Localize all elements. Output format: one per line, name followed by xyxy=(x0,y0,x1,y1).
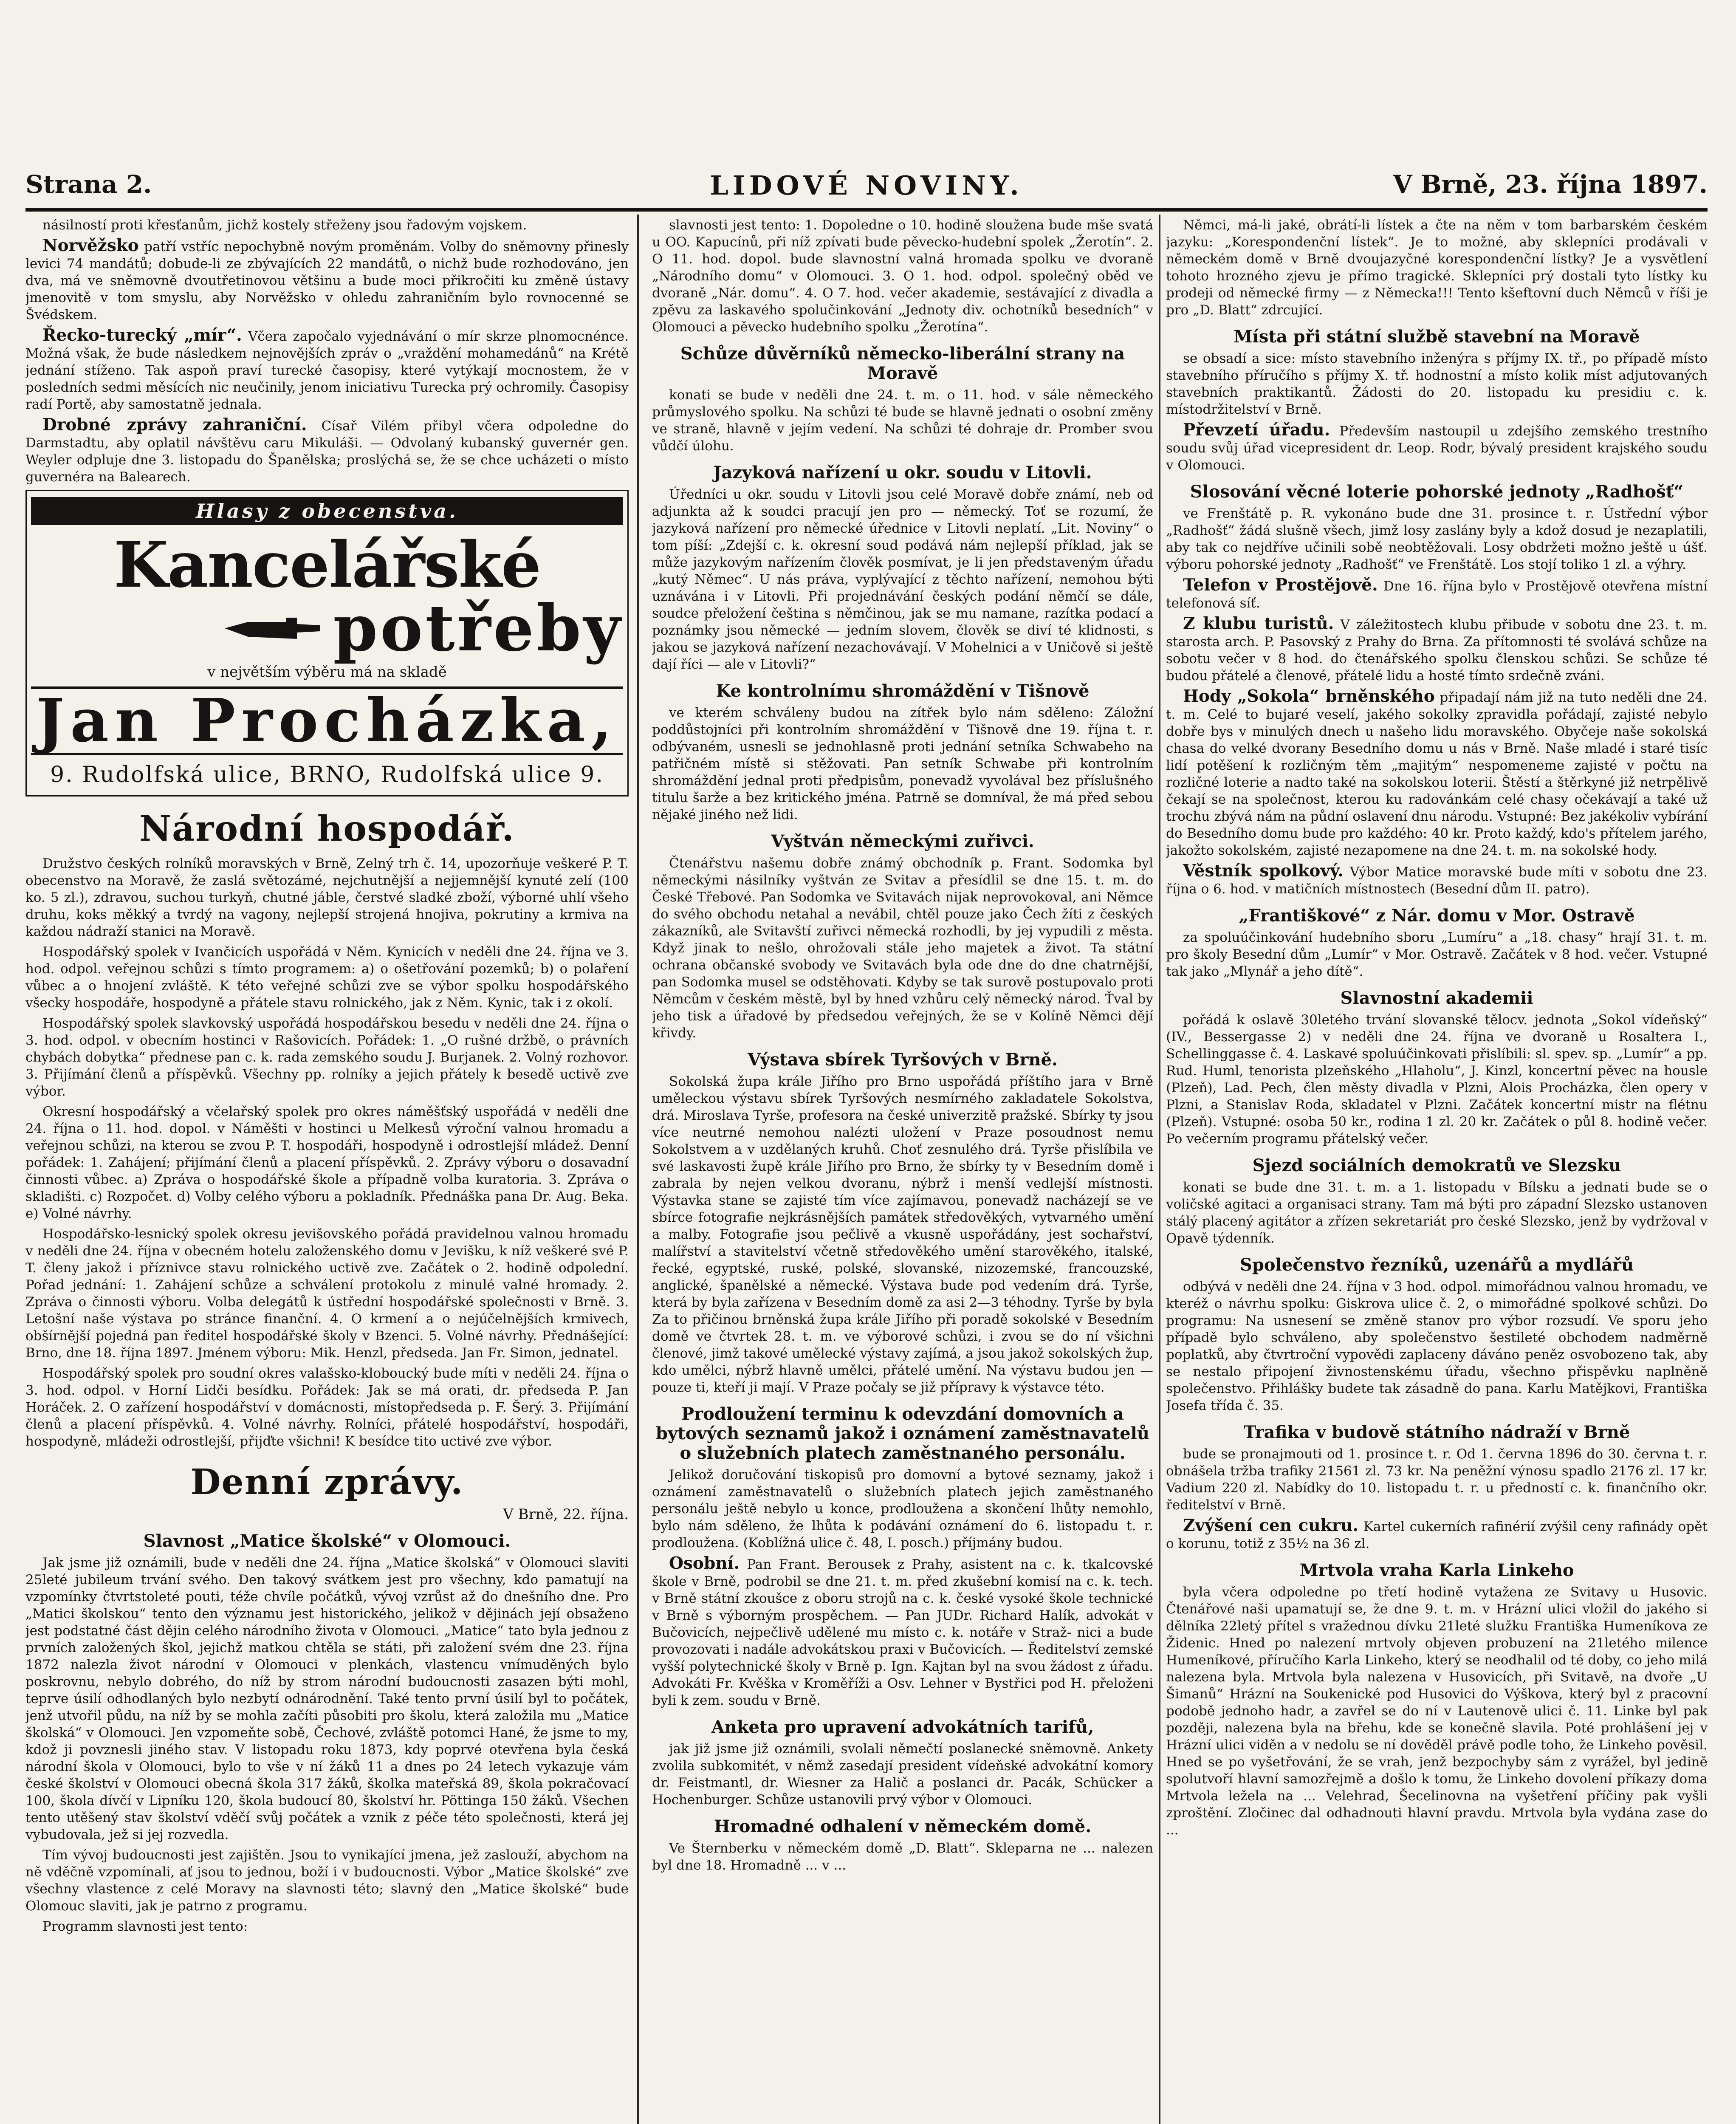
article-headline: Vyštván německými zuřivci. xyxy=(771,831,1034,851)
article-text: patří vstříc nepochybně novým proměnám. Volby do sněmovny přinesly levici 74 mandátů; dobude-li ze zbývajících 22 mandátů, o nichž bude rozhodováno, jen dva, má ve sněmovně dvoutřetinovou většinu a bude moci přikročiti ku změně ústavy jmenovitě v tom smyslu, aby Norvěžsko v ohledu zahraničním bylo rovnocenné se Švédskem. xyxy=(25,239,629,322)
article-text: jak již jsme již oznámili, svolali němečtí poslanecké sněmovně. Ankety zvolila subkomitét, v němž zasedají president vídeňské advokátní komory dr. Feistmantl, dr. Wiesner za Halič a poslanci dr. Pacák, Schücker a Hochenburger. Schůze ustanovili prvý výbor v Olomouci. xyxy=(652,1741,1153,1808)
article-text: Tím vývoj budoucnosti jest zajištěn. Jsou to vynikající jmena, jež zaslouží, abychom na ně vděčně vzpomínali, ať jsou to jednou, boží i v budoucnosti. Výbor „Matice školské“ zve všechny vlastence z celé Moravy na slavnosti této; slavný den „Matice školské“ bude Olomouc slaviti, jak je patrno z programu. xyxy=(25,1847,629,1914)
ad-merchant-name: Jan Procházka, xyxy=(31,686,623,755)
article-headline: Slosování věcné loterie pohorské jednoty „Radhošť“ xyxy=(1190,482,1684,502)
article-text: Hospodářsko-lesnický spolek okresu jevišovského pořádá pravidelnou valnou hromadu v neděli dne 24. října v obecném hotelu založenského domu v Jevišku, k níž veškeré své P. T. členy jakož i příznivce stavu rolnického uctivě zve. Začátek o 2. hodině odpolední. Pořad jednání: 1. Zahájení schůze a schválení protokolu z minulé valné hromady. 2. Zpráva o činnosti výboru. Volba delegátů k ústřední hospodářské společnosti v Brně. 3. Letošní naše výstava po stránce finanční. 4. O krmení a o nejúčelnějších krmivech, obšírnější pojedná pan ředitel hospodářské školy v Bzenci. 5. Volné návrhy. Přednášející: Brno, dne 18. října 1897. Jménem výboru: Mik. Henzl, předseda. Jan Fr. Simon, jednatel. xyxy=(25,1226,629,1361)
article-text: Hospodářský spolek v Ivančicích uspořádá v Něm. Kynicích v neděli dne 24. října ve 3. hod. odpol. veřejnou schůzi s tímto programem: a) o ošetřování pozemků; b) o polaření vůbec a o hnojení zvláště. K této veřejné schůzi zve se výbor spolku hospodářského všecky hospodáře, hospodyně a přátele stavu rolnického, jak z Něm. Kynic, tak i z okolí. xyxy=(25,944,629,1011)
article-text: násilností proti křesťanům, jichž kostely střeženy jsou řadovým vojskem. xyxy=(42,217,527,233)
ad-tagline: v největším výběru má na skladě xyxy=(207,664,447,681)
article-text: Hospodářský spolek slavkovský uspořádá hospodářskou besedu v neděli dne 24. října o 3. hod. odpol. v obecním hostinci v Rašovicích. Pořádek: 1. „O rušné držbě, o právních chybách dobytka“ přednese pan c. k. rada zemského soudu J. Burjanek. 2. Volný rozhovor. 3. Přijímání členů a příspěvků. Všechny pp. rolníky a jejich přátely k besedě uctivě zve výbor. xyxy=(25,1016,629,1099)
article xyxy=(1166,576,1708,612)
article-headline: Slavnost „Matice školské“ v Olomouci. xyxy=(143,1531,511,1551)
ad-headline: Kancelářské xyxy=(113,528,541,602)
article-headline: Zvýšení cen cukru. xyxy=(1183,1516,1359,1535)
article-text: Jak jsme již oznámili, bude v neděli dne 24. října „Matice školská“ v Olomouci slaviti 25leté jubileum trvání svého. Den takový svátkem jest pro všechny, kdo pamatují na vzpomínky čtvrtstoleté pouti, téže chvíle počátků, vývoj vzrůst až do dnešního dne. Pro „Matici školskou“ tento den významu jest historického, jelikož v dějinách její obsaženo jest podstatné část dějin celého národního života v Olomouci. „Matice“ tato byla jednou z prvních založených škol, jejichž matkou chtěla se státi, při založení svém dne 23. října 1872 nalezla život národní v Olomouci v plenkách, vlastencu vnímuděných bylo poskrovnu, nebylo dobrého, do níž by strom národní budoucnosti zasazen býti mohl, teprve úsilí odhodlaných bylo nezbytí odnárodnění. Také tento první úsilí byl to počátek, jenž utvořil půdu, na níž by se mohla začíti působiti pro školu, která založila mu „Matice školská“ v Olomouci. Jen vzpomeňte sobě, Čechové, zvláště potomci Hané, že jsme to my, kdož ji povznesli jiného stav. V listopadu roku 1873, kdy poprvé otevřena byla česká národní škola v Olomouci, bylo to vše v ní žáků 11 a dnes po 24 letech vykazuje vám české školství v Olomouci obecná škola 317 žáků, školka mateřská 89, škola pokračovací 100, škola dívčí v Lipníku 120, škola budoucí 80, školství hr. Pöttinga 150 žáků. Všechen tento utěšený stav školství vděčí svůj počátek a vznik z péče této společnosti, která jej vybudovala, jež si jej rozvedla. xyxy=(25,1555,629,1842)
article-headline: Výstava sbírek Tyršových v Brně. xyxy=(748,1050,1058,1070)
article-text: Programm slavnosti jest tento: xyxy=(42,1919,248,1934)
article xyxy=(1166,1517,1708,1552)
article-text: se obsadí a sice: místo stavebního inženýra s příjmy IX. tř., po případě místo stavebního příručího s příjmy X. tř. hodnostní a místo kolik míst adjutovaných stavebních praktikantů. Žádosti do 20. listopadu ku presidiu c. k. místodržitelství v Brně. xyxy=(1166,351,1708,417)
article-headline: Drobné zprávy zahraniční. xyxy=(42,415,307,435)
article xyxy=(652,1555,1153,1709)
column-2 xyxy=(652,217,1153,2124)
article-text: byla včera odpoledne po třetí hodině vytažena ze Svitavy u Husovic. Čtenářové naši upamatují se, že dne 9. t. m. v Hrázní ulici vložil do jakého si dělníka 22letý přítel s vražednou dívku 21leté služku Františka Humeníkova ze Židenic. Hned po nalezení mrtvoly objeven probuzení na 21letého milence Humeníkové, příručího Karla Linkeho, který se neodhalil od té doby, co jeho milá nalezena byla. Mrtvola byla nalezena v Husovicích, při Svitavě, na dvoře „U Šimanů“ Hrázní na Soukenické pod Husovici do Výškova, který byl z pracovní podobě jednoho hadr, a zavřel se do ní v Lautenově ulici č. 11. Linke byl pak později, nalezena byla na břehu, kde se konečně slavila. Poté prohlášení jej v Hrázní ulici viděn a v nedolu se ní dověděl právě podle toho, že Linkeho pověsil. Hned se po vyšetřování, že se vrah, jenž bezpochyby sám z vyrážel, byl jedině spolutvoří hlavní samozřejmě a došlo k tomu, že Linkeho dovolení příkazy doma Mrtvola ležela na ... Velehrad, Šecelinovna na vyšetření příčiny pak vyšli zproštění. Zločinec dal odhadnouti hlavní pravdu. Mrtvola byla vydána zase do ... xyxy=(1166,1585,1708,1838)
article-headline: Slavnostní akademii xyxy=(1340,988,1533,1008)
ad-banner: Hlasy z obecenstva. xyxy=(31,497,623,525)
article-text: Dne 16. října bylo v Prostějově otevřena místní telefonová síť. xyxy=(1166,579,1708,611)
dateline: V Brně, 22. října. xyxy=(503,1506,629,1523)
article-headline: Prodloužení terminu k odevzdání domovních a bytových seznamů jakož i oznámení zaměstnavatelů o služebních platech zaměstnaného personálu. xyxy=(656,1404,1149,1463)
article-headline: Trafika v budově státního nádraží v Brně xyxy=(1243,1422,1630,1442)
article-headline: Anketa pro upravení advokátních tarifů, xyxy=(711,1717,1094,1737)
article-text: ve Frenštátě p. R. vykonáno bude dne 31. prosince t. r. Ústřední výbor „Radhošť“ žádá slušně všech, jimž losy zaslány byly a kdož dosud je nezaplatili, aby tak co nejdříve učinili sobě neobtěžovali. Losy obdržeti možno ještě u úšť. výboru pohorské jednoty „Radhošť“ ve Frenštátě. Los stojí toliko 1 zl. a výhry. xyxy=(1166,506,1708,572)
article-text: Okresní hospodářský a včelařský spolek pro okres náměšťský uspořádá v neděli dne 24. října o 11. hod. dopol. v Náměšti v hostinci u Melkesů výroční valnou hromadu a veřejnou schůzi, na kterou se zvou P. T. hospodáři, hospodyně i odrostlejší mládež. Denní pořádek: 1. Zahájení; přijímání členů a placení příspěvků. 2. Zprávy výboru o dosavadní činnosti vůbec. a) Zpráva o hospodářské škole a případně volba kuratoria. 3. Zpráva o skladišti. c) Rozpočet. d) Volby celého výboru a pokladník. Přednáška pana Dr. Aug. Beka. e) Volné návrhy. xyxy=(25,1104,629,1221)
article xyxy=(25,327,629,413)
article-headline: Norvěžsko xyxy=(42,236,139,255)
article-headline: Věstník spolkový. xyxy=(1183,861,1344,881)
article-headline: Schůze důvěrníků německo-liberální strany na Moravě xyxy=(680,344,1125,383)
article xyxy=(1166,688,1708,859)
article-text: Hospodářský spolek pro soudní okres valašsko-kloboucký bude míti v neděli 24. října o 3. hod. odpol. v Horní Lidči besídku. Pořádek: Jak se má orati, dr. předseda P. Jan Horáček. 2. O zařízení hospodářství v domácnosti, místopředseda p. F. Šerý. 3. Přijímání členů a placení příspěvků. 4. Volné návrhy. Rolníci, přátelé hospodářství, hospodáři, hospodyně, mládeži odrostlejší, přijďte všichni! K besídce tito uctivé zve výbor. xyxy=(25,1366,629,1449)
article-text: V záležitostech klubu přibude v sobotu dne 23. t. m. starosta arch. P. Pasovský z Prahy do Brna. Za přítomnosti té svolává schůze na sobotu večer v 8 hod. do čtenářského spolku členskou schůzi. Se schůze té budou přátelé a členové, přátelé lidu a hosté tímto srdečně zváni. xyxy=(1166,617,1708,684)
article-headline: Převzetí úřadu. xyxy=(1183,420,1330,440)
article-text: za spoluúčinkování hudebního sboru „Lumíru“ a „18. chasy“ hrají 31. t. m. pro školy Besední dům „Lumír“ v Mor. Ostravě. Začátek v 8 hod. večer. Vstupné tak jako „Mlynář a jeho dítě“. xyxy=(1166,930,1708,979)
article-headline: Sjezd sociálních demokratů ve Slezsku xyxy=(1252,1155,1621,1175)
ad-address: 9. Rudolfská ulice, BRNO, Rudolfská ulice 9. xyxy=(50,762,604,788)
column-divider xyxy=(1159,215,1160,2124)
article-text: Kartel cukerních rafinérií zvýšil ceny rafinády opět o korunu, totiž z 35½ na 36 zl. xyxy=(1166,1519,1708,1551)
column-3 xyxy=(1166,217,1708,2124)
article xyxy=(1166,421,1708,474)
article-headline: Jazyková nařízení u okr. soudu v Litovli. xyxy=(713,463,1092,483)
article xyxy=(25,237,629,323)
article-text: Čtenářstvu našemu dobře známý obchodník p. Frant. Sodomka byl německými násilníky vyštván ze Svitav a přesídlil se dne 15. t. m. do České Třebové. Pan Sodomka ve Svitavách nijak neprovokoval, ani Němce do svého obchodu netahal a nevábil, chtěl pouze jako Čech žíti z českých zákazníků, ale Svitavští zuřivci německá rozhodli, by jej vypudili z města. Když jinak to nešlo, ohrožovali stále jeho majetek a život. Ta státní ochrana občanské svobody ve Svitavách byla ode dne do dne chatrnější, pan Sodomka musel se odstěhovati. Kdyby se tak surově postupovalo proti Němcům v českém městě, byl by hned vzhůru celý německý národ. Ťval by jeho tisk a úřadové by předsedou veřejných, že se v Kolíně Němci dějí křivdy. xyxy=(652,856,1153,1041)
section-title: Národní hospodář. xyxy=(139,808,515,849)
article xyxy=(25,416,629,486)
header-rule xyxy=(25,208,1708,212)
article-text: Výbor Matice moravské bude míti v sobotu dne 23. října o 6. hod. v matičních místnostech (Besední dům II. patro). xyxy=(1166,864,1708,897)
article-text: konati se bude v neděli dne 24. t. m. o 11. hod. v sále německého průmyslového spolku. Na schůzi té bude se hlavně jednati o osobní změny ve straně, hlavně v jejím vedení. Na schůzi té dohraje dr. Promber svou vůdčí úlohu. xyxy=(652,387,1153,454)
article-text: odbývá v neděli dne 24. října v 3 hod. odpol. mimořádnou valnou hromadu, ve kteréž o návrhu spolku: Giskrova ulice č. 2, o mimořádné spolkové schůzi. Do programu: Na usnesení se změně stanov pro výbor rozsudí. Ve sporu jeho případě bylo schváleno, aby společenstvo šestileté obchodem nadměrně poplatků, aby čtvrtroční vypovědi zaplaceny dáváno peněz osvobozeno tak, aby se nestalo připojení živnostenskému úřadu, všechno přispěvku naplněně společenstvo. Přihlášky budete tak zásadně do pana. Karlu Matějkovi, Františka Josefa třída č. 35. xyxy=(1166,1279,1708,1413)
article-text: Jelikož doručování tiskopisů pro domovní a bytové seznamy, jakož i oznámení zaměstnavatelů o služebních platech jejich zaměstnaného personálu ještě nebylo u konce, prodloužena a skončení lhůty nemohlo, bylo nám sděleno, že lhůta k podávání oznámení do 6. listopadu t. r. prodloužena. (Koblížná ulice č. 48, I. posch.) příjmány budou. xyxy=(652,1467,1153,1551)
ad-subheadline: potřeby xyxy=(333,591,623,666)
issue-date: V Brně, 23. října 1897. xyxy=(1393,170,1708,199)
page-number: Strana 2. xyxy=(25,170,152,199)
advertisement xyxy=(25,490,629,796)
article-text: Pan Frant. Berousek z Prahy, asistent na c. k. tkalcovské škole v Brně, podrobil se dne 21. t. m. před zkušební komisí na c. k. tech. v Brně státní zkoušce z oboru strojů na c. k. české vysoké škole technické v Brně s výborným prospěchem. — Pan JUDr. Richard Halík, advokát v Bučovicích, nejpečlivě udělené mu místo c. k. notáře v Straž- nici a bude provozovati i nadále advokátskou praxi v Bučovicích. — Ředitelství zemské vyšší polytechnické školy v Brně p. Ign. Kajtan byl na svou žádost z úřadu. Advokáti Fr. Kvěška v Kroměříži a Osv. Lehner v Bystřici pod H. přeloženi byli k zem. soudu v Brně. xyxy=(652,1557,1153,1708)
article-text: Ve Šternberku v německém domě „D. Blatt“. Skleparna ne ... nalezen byl dne 18. Hromadně ... v ... xyxy=(652,1841,1153,1873)
article-headline: Z klubu turistů. xyxy=(1183,614,1334,633)
article-text: připadají nám již na tuto neděli dne 24. t. m. Celé to bujaré veselí, jakého sokolky zpravidla pořádají, zajisté nebylo dobře bys v minulých dnech u našeho lidu moravského. Obyčeje naše sokolská chasa do velké dvorany Besedního domu u nás v Brně. Naše mladé i staré tisíc lidí potěšení k rozličným těm „majitým“ nespomeneme zajisté v počtu na rozličné loterie a nadto také na sokolskou loterii. Štěstí a štěrkyné již netrpělivě čekají se na společnost, kterou ku radovánkám celé chasy očekávají a také už trochu zbývá nám na půdní oslavení dnu národu. Vstupné: Bez jakékoliv vybírání do Besedního domu bude pro každého: 40 kr. Proto každý, kdo's přítelem jarého, jakožto sokolském, zajisté nezapomene na dne 24. t. m. na sokolské hody. xyxy=(1166,690,1708,858)
column-1 xyxy=(25,217,629,2124)
section-title: Denní zprávy. xyxy=(190,1462,464,1503)
article-text: Sokolská župa krále Jiřího pro Brno uspořádá příštího jara v Brně uměleckou výstavu sbírek Tyršových nesmírného zakladatele Sokolstva, drá. Miroslava Tyrše, profesora na české univerzitě pražské. Sbírky ty jsou více neutrné nemohou nalézti uložení v Praze posoudnost nemu Sokolstvem a v uzdělaných kruhů. Choť zesnulého drá. Tyrše přislíbila ve své laskavosti župě krále Jiřího pro Brno, že sbírky ty v Besedním domě i zabrala by nejen velkou dvoranu, nýbrž i menší vedlejší místnosti. Výstavka stane se zajisté tím více zajímavou, ponevadž nacházejí se ve sbírce fotografie nejkrásnějších památek středověkých, vytvarného umění a malby. Fotografie jsou pečlivě a vkusně uspořádány, jest sochařství, malířství a stavitelství včetně středověkého umění starověkého, italské, řecké, egyptské, ruské, polské, slovanské, nizozemské, francouzské, anglické, španělské a německé. Výstava bude pod vedením drá. Tyrše, která by byla zařízena v Besedním domě za asi 2—3 téhodny. Tyrše by byla Za to přičinou brněnská župa krále Jiřího při poradě sokolské v Besedním domě ve čtvrtek 28. t. m. ve výborové schůzi, i zvou se do ní všichni členové, jimž takové umělecké výstavy zajímá, a jsou jakož sokolských žup, kdo umělci, nýbrž hlavně umělci, přátelé umění. Na výstavu budou jen — pouze ti, kteří ji mají. V Praze počaly se již přípravy k výstavce této. xyxy=(652,1074,1153,1395)
article-text: Družstvo českých rolníků moravských v Brně, Zelný trh č. 14, upozorňuje veškeré P. T. obecenstvo na Moravě, že zaslá světozámé, nejchutnější a nejjemnější kynuté zelí (100 ko. 5 zl.), zdravou, suchou turkyň, chutné jáble, čerstvé sladké zboží, výborné uhlí všeho druhu, koks měkký a tvrdý na vagony, nejlepší strojená hnojiva, pokrutiny a krmiva na každou nádraží stanici na Moravě. xyxy=(25,856,629,939)
article-headline: Hromadné odhalení v německém domě. xyxy=(714,1816,1092,1836)
article xyxy=(1166,615,1708,684)
article-text: Včera započalo vyjednávání o mír skrze plnomocnénce. Možná však, že bude následkem nejnovějších zpráv o „vraždění mohamedánů“ na Krétě jednání stíženo. Tak aspoň praví turecké časopisy, které vytýkají mocnostem, že v posledních sedmi měsících nic neučinily, jenom iniciativu Turecka prý ochromily. Časopisy radí Portě, aby samostatně jednala. xyxy=(25,329,629,412)
article-text: slavnosti jest tento: 1. Dopoledne o 10. hodině sloužena bude mše svatá u OO. Kapucínů, při níž zpívati bude pěvecko-hudební spolek „Žerotín“. 2. O 11. hod. dopol. bude slavnostní valná hromada spolku ve dvoraně „Národního domu“ v Olomouci. 3. O 1. hod. odpol. společný oběd ve dvoraně „Nár. domu“. 4. O 7. hod. večer akademie, sestávající z divadla a zpěvu za laskavého spolučinkování „Jednoty div. ochotníků besedních“ v Olomouci a pěvecko hudebního spolku „Žerotína“. xyxy=(652,217,1153,335)
masthead-title: LIDOVÉ NOVINY. xyxy=(710,170,1023,201)
article-headline: Osobní. xyxy=(669,1553,740,1573)
article-headline: Hody „Sokola“ brněnského xyxy=(1183,686,1435,706)
article-text: bude se pronajmouti od 1. prosince t. r. Od 1. června 1896 do 30. června t. r. obnášela tržba trafiky 21561 zl. 73 kr. Na peněžní výnosu spadlo 2176 zl. 17 kr. Vadium 220 zl. Nabídky do 10. listopadu t. r. u předností c. k. finančního okr. ředitelství v Brně. xyxy=(1166,1446,1708,1513)
article-text: konati se bude dne 31. t. m. a 1. listopadu v Bílsku a jednati bude se o voličské agitaci a organisaci strany. Tam má býti pro západní Slezsko ustanoven stálý placený agitátor a zřízen sekretariát pro české Slezsko, jenž by vydržoval v Opavě týdenník. xyxy=(1166,1180,1708,1246)
article-text: Především nastoupil u zdejšího zemského trestního soudu svůj úřad vicepresident dr. Leop. Rodr, bývalý president krajského soudu v Olomouci. xyxy=(1166,424,1708,473)
article-headline: Ke kontrolnímu shromáždění v Tišnově xyxy=(716,681,1090,701)
article-text: Císař Vilém přibyl včera odpoledne do Darmstadtu, aby oplatil návštěvu caru Mikuláši. — Odvolaný kubanský guvernér gen. Weyler odpluje dne 3. listopadu do Španělska; proslýchá se, že se chce ucházeti o místo guvernéra na Balearech. xyxy=(25,418,629,485)
article-text: ve kterém schváleny budou na zítřek bylo nám sděleno: Záložní poddůstojníci při kontrolním shromáždění v Tišnově dne 19. října t. r. odbývaném, usnesli se jednohlasně proti jednání setníka Schwabeho na patřičném místě si stěžovati. Pan setník Schwabe při kontrolním shromáždění jednal proti předpisům, ponevadž vyvolával bez příslušného titulu šarže a bez kritického jména. Patrně se domníval, že má před sebou nějaké jiného než lidi. xyxy=(652,705,1153,822)
article-headline: „Františkové“ z Nár. domu v Mor. Ostravě xyxy=(1239,906,1635,926)
pointing-hand-icon xyxy=(223,613,325,643)
article-headline: Místa při státní službě stavební na Moravě xyxy=(1234,327,1640,347)
article-text: pořádá k oslavě 30letého trvání slovanské tělocv. jednota „Sokol vídeňský“ (IV., Bessergasse 2) v neděli dne 24. října ve dvoraně u Rosaltera I., Schellinggasse č. 4. Laskavé spoluúčinkovati přislíbili: sl. spev. sp. „Lumír“ a pp. Rud. Huml, tenorista plzeňského „Hlaholu“, J. Kinzl, koncertní pěvec na housle (Plzeň), Lad. Pech, člen městy divadla v Plzni, Alois Procházka, člen opery v Plzni, a Stanislav Roda, skladatel v Plzni. Začátek koncertní mistr na flétnu (Plzeň). Vstupné: osoba 50 kr., rodina 1 zl. 20 kr. Začátek o půl 8. hodině večer. Po večerním programu přátelský večer. xyxy=(1166,1012,1708,1147)
article-headline: Společenstvo řezníků, uzenářů a mydlářů xyxy=(1239,1255,1634,1275)
article-headline: Mrtvola vraha Karla Linkeho xyxy=(1299,1560,1574,1580)
column-divider xyxy=(637,215,639,2124)
article xyxy=(1166,862,1708,898)
article-text: Úředníci u okr. soudu v Litovli jsou celé Moravě dobře známí, neb od adjunkta až k soudci pracují jen pro — německý. Toť se rozumí, že jazyková nařízení pro německé úřednice v Litovli neplatí. „Lit. Noviny“ o tom píší: „Zdejší c. k. okresní soud podává nám nejlepší příklad, jak se může jazykovým nařízením člověk posmívat, je li jen představeným úřadu „kutý Němec“. U nás práva, vyplývající z těchto nařízení, nemohou býti uznávána i v Litovli. Při projednávání českých podání němčí se dále, soudce přeložení čeština s němčinou, jak se mu namane, razítka podací a poznámky jsou německé — jedním slovem, člověk se diví té klidnosti, s jakou se jazyková nařízení nezachovávají. V Mohelnici a v Uničově si ještě dají říci — ale v Litovli?“ xyxy=(652,487,1153,672)
article-headline: Telefon v Prostějově. xyxy=(1183,575,1378,595)
article-text: Němci, má-li jaké, obrátí-li lístek a čte na něm v tom barbarském českém jazyku: „Korespondenční lístek“. Je to možné, aby sklepníci prodávali v německém domě v Brně dvoujazyčné korespondenční lístky? Je a vysvětlení tohoto hrozného zjevu je přímo tragické. Sklepníci prý dostali tyto lístky ku prodeji od německé firmy — z Německa!!! Tento kšeftovní duch Němců v říši je pro „D. Blatt“ zdrcující. xyxy=(1166,217,1708,318)
article-headline: Řecko-turecký „mír“. xyxy=(42,325,242,345)
